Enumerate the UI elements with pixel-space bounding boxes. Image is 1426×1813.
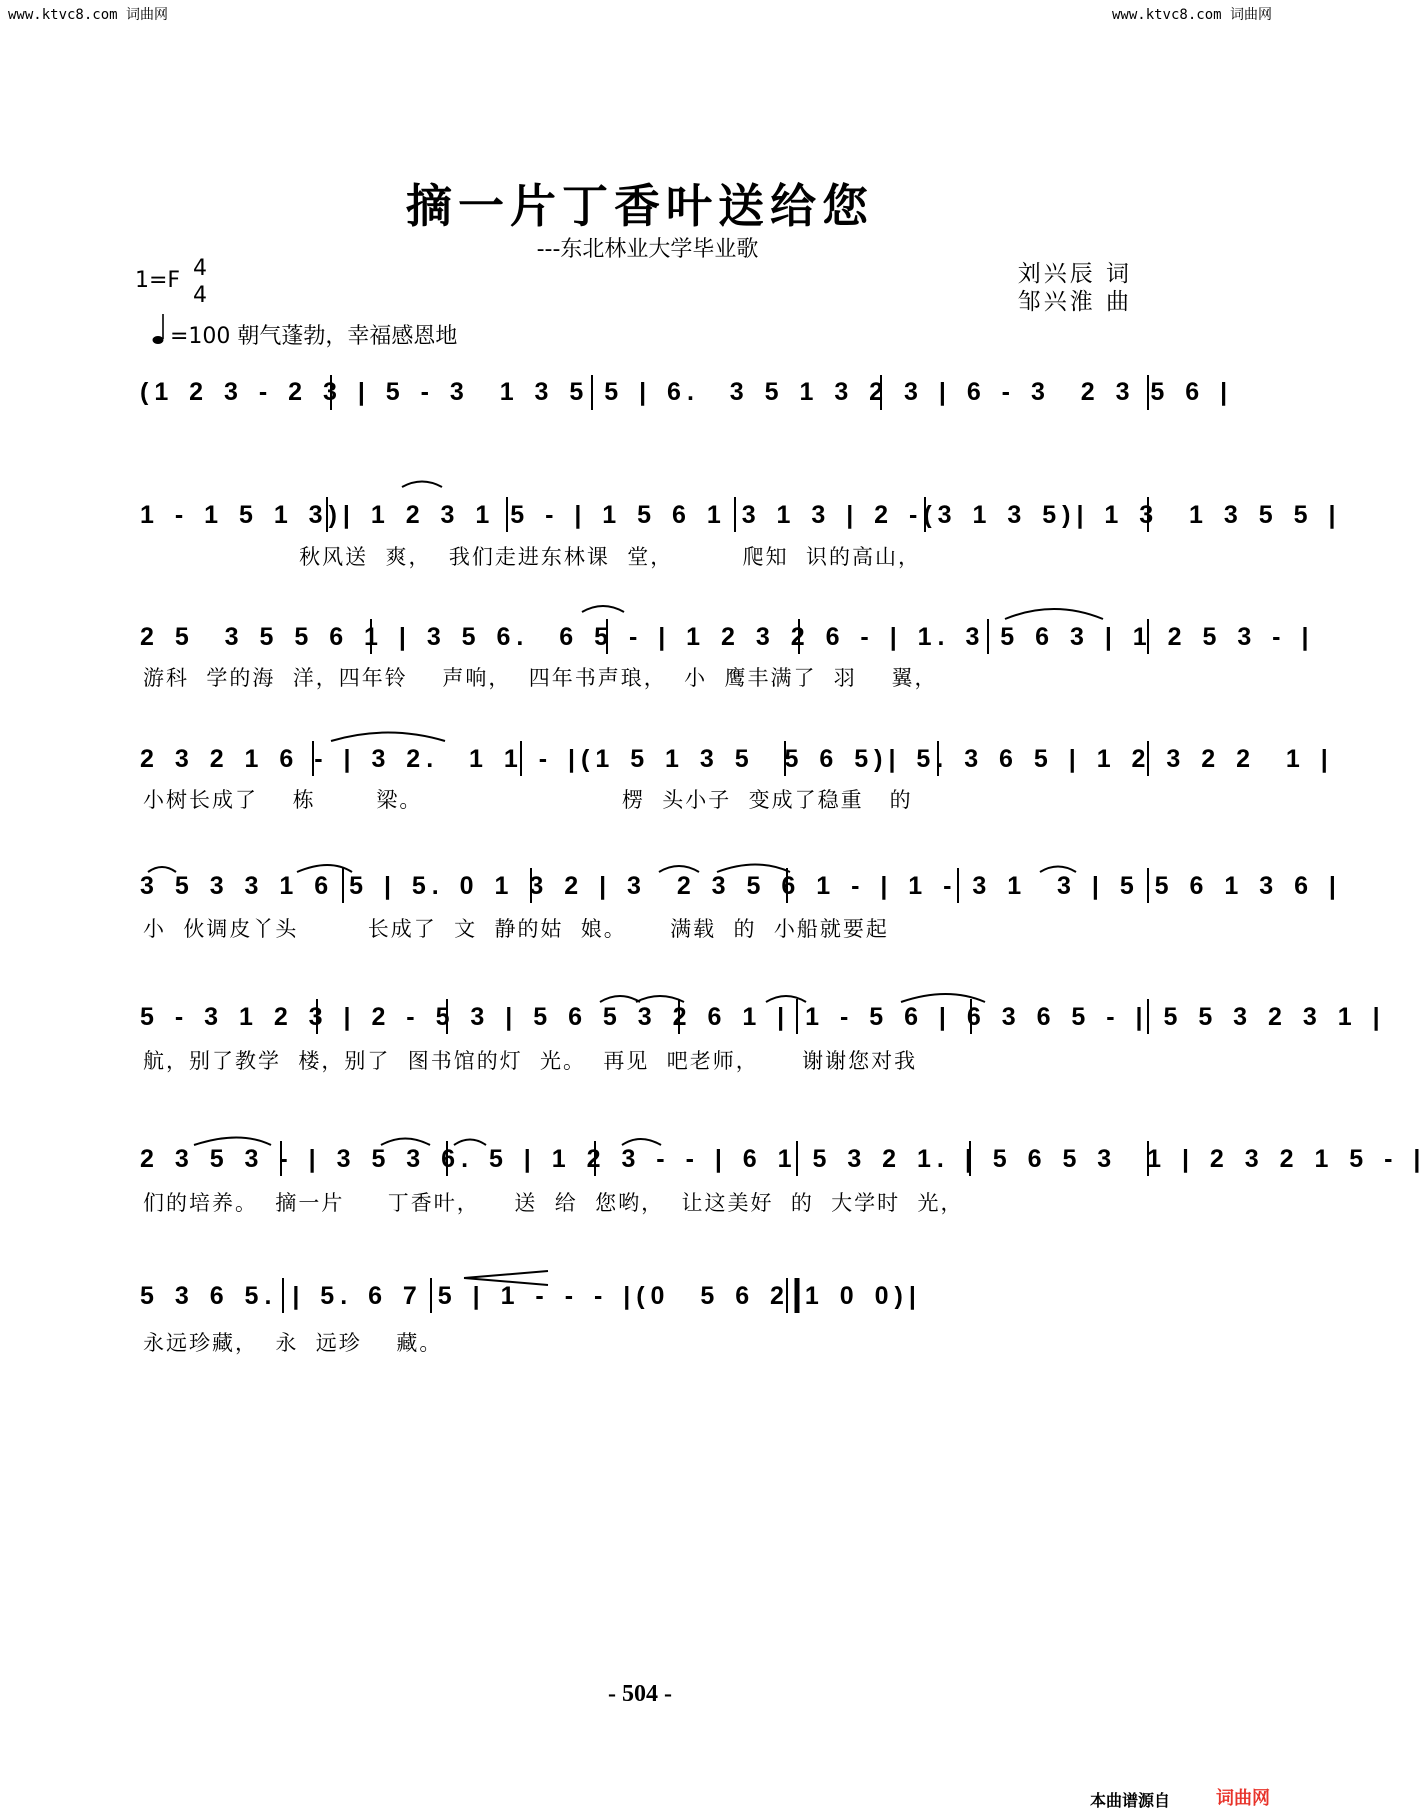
header-site-right[interactable]: www.ktvc8.com 词曲网 [1111,7,1272,23]
header-site-left[interactable]: www.ktvc8.com 词曲网 [8,7,169,23]
score-row-4-notes: 2 3 2 1 6 - | 3 2. 1 1 - |(1 5 1 3 5 5 6 5)| 5. 3 6 5 | 1 2 3 2 2 1 | [140,745,1334,773]
score-row-2-notes: 1 - 1 5 1 3)| 1 2 3 1 5 - | 1 5 6 1 3 1 3 | 2 -(3 1 3 5)| 1 3 1 3 5 5 | [140,501,1342,529]
score-row-4-lyrics: 小树长成了 栋 梁。 楞 头小子 变成了稳重 的 [143,788,913,812]
key-signature: 1=F [135,268,181,293]
page-number: - 504 - [608,1681,672,1707]
time-signature-top: 4 [193,256,207,281]
score-row-7-lyrics: 们的培养。 摘一片 丁香叶， 送 给 您哟， 让这美好 的 大学时 光， [143,1191,964,1215]
score-row-3-notes: 2 5 3 5 5 6 1 | 3 5 6. 6 5 - | 1 2 3 2 6 - | 1. 3 5 6 3 | 1 2 5 3 - | [140,623,1315,651]
score-row-8-notes: 5 3 6 5. | 5. 6 7 5 | 1 - - - |(0 5 6 2 1 0 0)| [140,1282,922,1310]
lyricist-credit: 刘兴辰 词 [1017,261,1132,287]
score-row-6-lyrics: 航，别了教学 楼，别了 图书馆的灯 光。 再见 吧老师， 谢谢您对我 [143,1049,918,1073]
song-title: 摘一片丁香叶送给您 [406,179,874,233]
song-subtitle: ---东北林业大学毕业歌 [536,237,759,262]
score-row-2-lyrics: 秋风送 爽， 我们走进东林课 堂， 爬知 识的高山， [143,545,921,569]
score-row-3-lyrics: 游科 学的海 洋，四年铃 声响， 四年书声琅， 小 鹰丰满了 羽 翼， [143,666,938,690]
tempo-marking: =100 朝气蓬勃，幸福感恩地 [170,324,458,349]
score-row-1-notes: (1 2 3 - 2 3 | 5 - 3 1 3 5 5 | 6. 3 5 1 3 2 3 | 6 - 3 2 3 5 6 | [140,378,1234,406]
score-row-6-notes: 5 - 3 1 2 3 | 2 - 5 3 | 5 6 5 3 2 6 1 | 1 - 5 6 | 6 3 6 5 - | 5 5 3 2 3 1 | [140,1003,1386,1031]
composer-credit: 邹兴淮 曲 [1017,289,1132,315]
score-row-5-lyrics: 小 伙调皮丫头 长成了 文 静的姑 娘。 满载 的 小船就要起 [143,917,889,941]
source-note: 本曲谱源自 [1089,1791,1170,1810]
time-signature-bottom: 4 [193,283,207,308]
score-row-7-notes: 2 3 5 3 - | 3 5 3 6. 5 | 1 2 3 - - | 6 1 5 3 2 1. | 5 6 5 3 1 | 2 3 2 1 5 - | [140,1145,1426,1173]
site-logo[interactable]: 词曲网 [1216,1788,1270,1809]
score-row-8-lyrics: 永远珍藏， 永 远珍 藏。 [143,1331,443,1355]
score-row-5-notes: 3 5 3 3 1 6 5 | 5. 0 1 3 2 | 3 2 3 5 6 1 - | 1 - 3 1 3 | 5 5 6 1 3 6 | [140,872,1342,900]
